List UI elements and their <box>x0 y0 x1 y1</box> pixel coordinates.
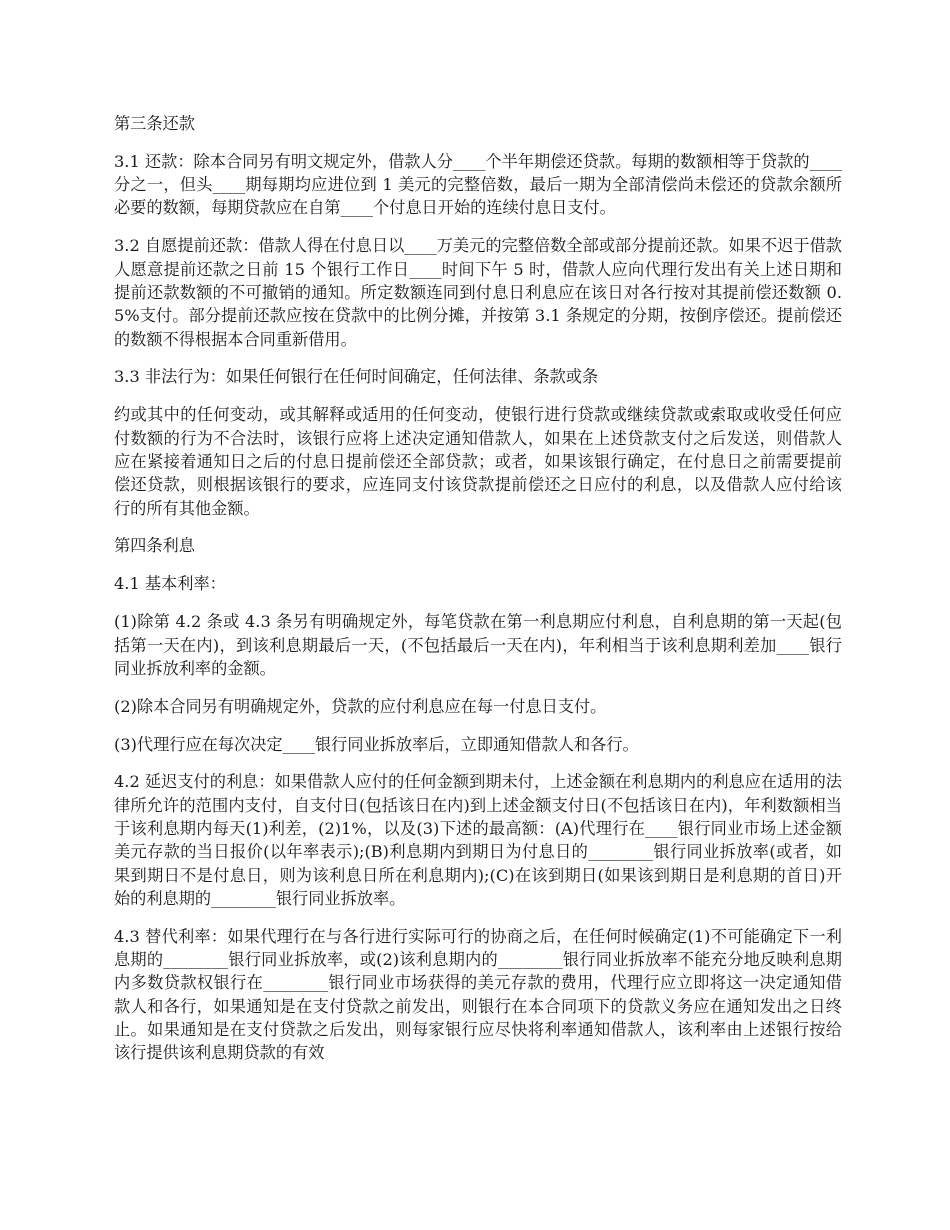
paragraph: 4.2 延迟支付的利息：如果借款人应付的任何金额到期未付，上述金额在利息期内的利息应在适用的法律所允许的范围内支付，自支付日(包括该日在内)到上述金额支付日(不包括该日在内)，年利数额相当于该利息期内每天(1)利差，(2)1%，以及(3)下述的最高额：(A)代理行在____银行同业市场上述金额美元存款的当日报价(以年率表示);(B)利息期内到期日为付息日的________银行同业拆放率(或者，如果到期日不是付息日，则为该利息日所在利息期内);(C)在该到期日(如果该到期日是利息期的首日)开始的利息期的________银行同业拆放率。 <box>114 772 842 908</box>
paragraph: 3.2 自愿提前还款：借款人得在付息日以____万美元的完整倍数全部或部分提前还款。如果不迟于借款人愿意提前还款之日前 15 个银行工作日____时间下午 5 时，借款人应向代理行发出有关上述日期和提前还款数额的不可撤销的通知。所定数额连同到付息日利息应在该日对各行按对其提前偿还数额 0.5%支付。部分提前还款应按在贷款中的比例分摊，并按第 3.1 条规定的分期，按倒序偿还。提前偿还的数额不得根据本合同重新借用。 <box>114 236 842 349</box>
paragraph: (1)除第 4.2 条或 4.3 条另有明确规定外，每笔贷款在第一利息期应付利息，自利息期的第一天起(包括第一天在内)，到该利息期最后一天，(不包括最后一天在内)，年利相当于该利息期利差加____银行同业拆放利率的金额。 <box>114 612 842 678</box>
paragraph: (3)代理行应在每次决定____银行同业拆放率后，立即通知借款人和各行。 <box>114 734 639 754</box>
section-heading: 4.1 基本利率： <box>114 574 226 594</box>
paragraph: 3.3 非法行为：如果任何银行在任何时间确定，任何法律、条款或条 <box>114 367 599 387</box>
article-heading: 第四条利息 <box>114 536 195 556</box>
document-body <box>114 112 842 1079</box>
paragraph: 约或其中的任何变动，或其解释或适用的任何变动，使银行进行贷款或继续贷款或索取或收受任何应付数额的行为不合法时，该银行应将上述决定通知借款人，如果在上述贷款支付之后发送，则借款人应在紧接着通知日之后的付息日提前偿还全部贷款；或者，如果该银行确定，在付息日之前需要提前偿还贷款，则根据该银行的要求，应连同支付该贷款提前偿还之日应付的利息，以及借款人应付给该行的所有其他金额。 <box>114 405 842 518</box>
article-heading: 第三条还款 <box>114 114 195 133</box>
paragraph: (2)除本合同另有明确规定外，贷款的应付利息应在每一付息日支付。 <box>114 696 607 716</box>
paragraph: 3.1 还款：除本合同另有明文规定外，借款人分____个半年期偿还贷款。每期的数额相等于贷款的____分之一，但头____期每期均应进位到 1 美元的完整倍数，最后一期为全部清偿尚未偿还的贷款余额所必要的数额，每期贷款应在自第____个付息日开始的连续付息日支付。 <box>114 151 842 218</box>
paragraph: 4.3 替代利率：如果代理行在与各行进行实际可行的协商之后，在任何时候确定(1)不可能确定下一利息期的________银行同业拆放率，或(2)该利息期内的________银行同业拆放率不能充分地反映利息期内多数贷款权银行在________银行同业市场获得的美元存款的费用，代理行应立即将这一决定通知借款人和各行，如果通知是在支付贷款之前发出，则银行在本合同项下的贷款义务应在通知发出之日终止。如果通知是在支付贷款之后发出，则每家银行应尽快将利率通知借款人，该利率由上述银行按给该行提供该利息期贷款的有效 <box>114 926 842 1063</box>
